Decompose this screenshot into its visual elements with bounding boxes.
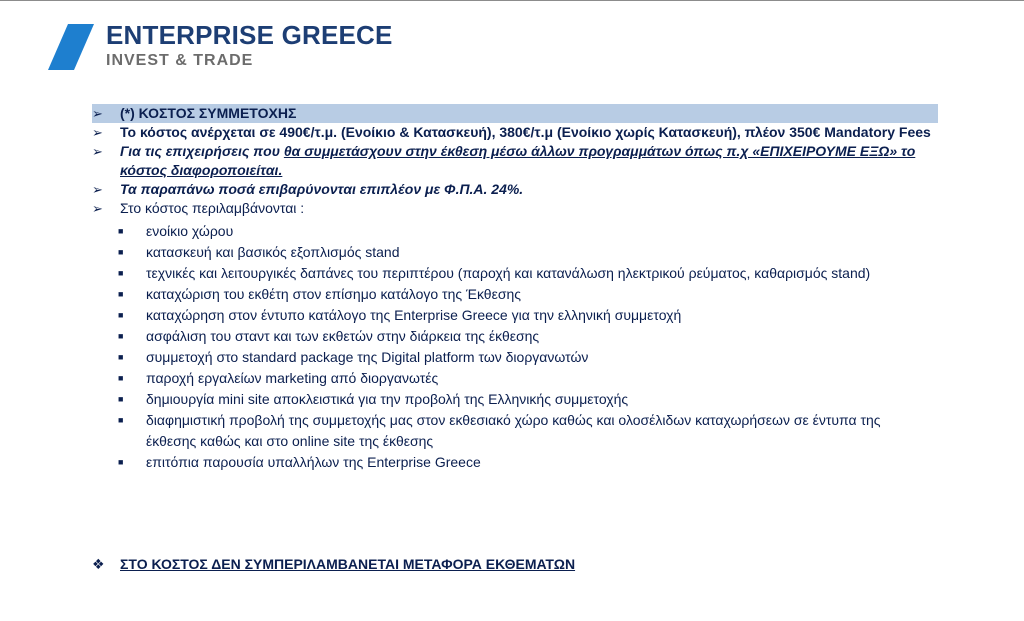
section-header-text: (*) ΚΟΣΤΟΣ ΣΥΜΜΕΤΟΧΗΣ (120, 105, 297, 121)
list-item: ■ συμμετοχή στο standard package της Digital platform των διοργανωτών (118, 347, 918, 368)
square-bullet-icon: ■ (118, 289, 124, 299)
includes-label: Στο κόστος περιλαμβάνονται : (120, 200, 305, 216)
logo-slash-icon (48, 24, 94, 70)
list-item: ■ καταχώρηση στον έντυπο κατάλογο της Enterprise Greece για την ελληνική συμμετοχή (118, 305, 918, 326)
arrow-bullet-icon: ➢ (92, 125, 103, 140)
list-item: ■ τεχνικές και λειτουργικές δαπάνες του περιπτέρου (παροχή και κατανάλωση ηλεκτρικού ρεύματος, καθαρισμός stand) (118, 263, 918, 284)
arrow-bullet-icon: ➢ (92, 182, 103, 197)
programs-note-underlined: θα συμμετάσχουν στην έκθεση μέσω άλλων προγραμμάτων όπως π.χ «ΕΠΙΧΕΙΡΟΥΜΕ ΕΞΩ» το κόστος διαφοροποιείται. (120, 143, 916, 178)
arrow-bullet-icon: ➢ (92, 144, 103, 159)
list-item: ■ ενοίκιο χώρου (118, 221, 918, 242)
cost-section (92, 104, 938, 473)
square-bullet-icon: ■ (118, 310, 124, 320)
square-bullet-icon: ■ (118, 394, 124, 404)
list-item: ■ ασφάλιση του σταντ και των εκθετών στην διάρκεια της έκθεσης (118, 326, 918, 347)
includes-item (92, 199, 938, 218)
square-bullet-icon: ■ (118, 226, 124, 236)
logo-tagline: INVEST & TRADE (106, 52, 254, 69)
list-item: ■ καταχώριση του εκθέτη στον επίσημο κατάλογο της Έκθεσης (118, 284, 918, 305)
square-bullet-icon: ■ (118, 352, 124, 362)
diamond-bullet-icon: ❖ (92, 556, 105, 572)
list-item: ■ διαφημιστική προβολή της συμμετοχής μας στον εκθεσιακό χώρο καθώς και ολοσέλιδων καταχωρήσεων σε έντυπα της έκθεσης καθώς και στο online site της έκθεσης (118, 412, 881, 449)
square-bullet-icon: ■ (118, 415, 124, 425)
programs-note-item (92, 142, 938, 180)
square-bullet-icon: ■ (118, 247, 124, 257)
arrow-bullet-icon: ➢ (92, 201, 103, 216)
top-rule (0, 0, 1024, 1)
list-item: ■ κατασκευή και βασικός εξοπλισμός stand (118, 242, 918, 263)
list-item: ■ επιτόπια παρουσία υπαλλήλων της Enterprise Greece (118, 452, 918, 473)
list-item: ■ δημιουργία mini site αποκλειστικά για την προβολή της Ελληνικής συμμετοχής (118, 389, 918, 410)
footer-note: ΣΤΟ ΚΟΣΤΟΣ ΔΕΝ ΣΥΜΠΕΡΙΛΑΜΒΑΝΕΤΑΙ ΜΕΤΑΦΟΡΑ ΕΚΘΕΜΑΤΩΝ (120, 556, 576, 572)
vat-note-item (92, 180, 938, 199)
square-bullet-icon: ■ (118, 268, 124, 278)
arrow-bullet-icon: ➢ (92, 106, 103, 121)
square-bullet-icon: ■ (118, 331, 124, 341)
square-bullet-icon: ■ (118, 457, 124, 467)
list-item: ■ παροχή εργαλείων marketing από διοργανωτές (118, 368, 918, 389)
logo-name: ENTERPRISE GREECE (106, 20, 393, 50)
vat-note: Τα παραπάνω ποσά επιβαρύνονται επιπλέον με Φ.Π.Α. 24%. (120, 181, 524, 197)
section-header (92, 104, 938, 123)
programs-note-prefix: Για τις επιχειρήσεις που (120, 143, 284, 159)
includes-list (92, 221, 938, 473)
programs-note (120, 142, 938, 180)
square-bullet-icon: ■ (118, 373, 124, 383)
logo (48, 20, 408, 72)
cost-text: Το κόστος ανέρχεται σε 490€/τ.μ. (Ενοίκιο & Κατασκευή), 380€/τ.μ (Ενοίκιο χωρίς Κατασκευή), πλέον 350€ Mandatory Fees (120, 124, 931, 140)
cost-item (92, 123, 938, 142)
footer-note-item (92, 555, 575, 574)
